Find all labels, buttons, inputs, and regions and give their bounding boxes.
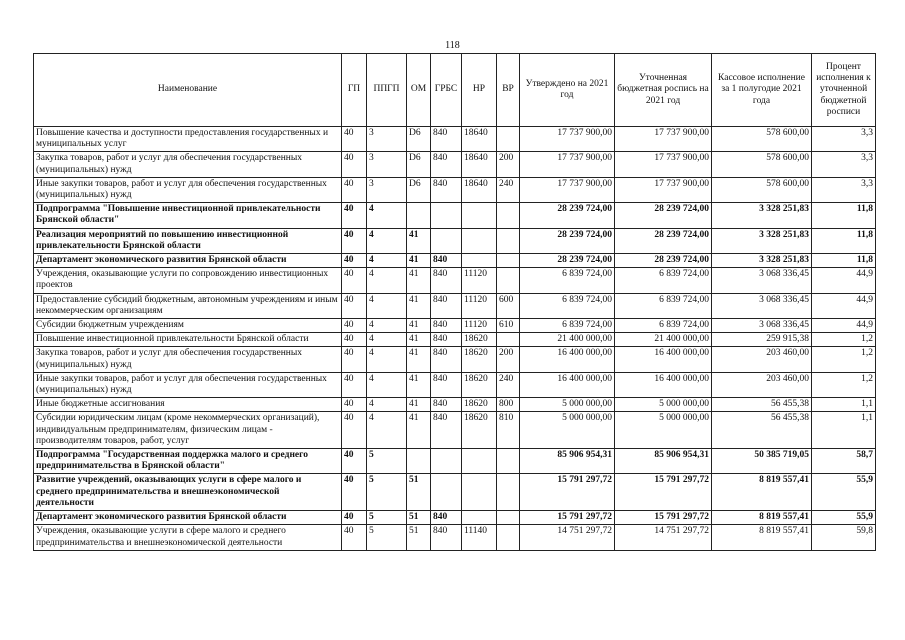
cell-refined: 15 791 297,72 xyxy=(615,474,712,511)
cell-cash: 203 460,00 xyxy=(712,372,812,397)
cell-percent: 3,3 xyxy=(812,177,876,202)
cell-om: 41 xyxy=(407,347,431,372)
header-name: Наименование xyxy=(34,54,342,127)
cell-percent: 11,8 xyxy=(812,254,876,268)
cell-grbs: 840 xyxy=(431,347,462,372)
table-row xyxy=(34,347,876,372)
cell-approved: 15 791 297,72 xyxy=(520,474,615,511)
table-body xyxy=(34,127,876,551)
cell-refined: 6 839 724,00 xyxy=(615,319,712,333)
cell-vr: 810 xyxy=(497,412,520,449)
cell-vr xyxy=(497,474,520,511)
cell-ppgp: 4 xyxy=(367,347,407,372)
cell-ppgp: 3 xyxy=(367,127,407,152)
cell-name: Подпрограмма "Государственная поддержка малого и среднего предпринимательства в Брянской области" xyxy=(34,449,342,474)
header-percent: Процент исполнения к уточненной бюджетной росписи xyxy=(812,54,876,127)
cell-percent: 44,9 xyxy=(812,293,876,318)
table-row xyxy=(34,254,876,268)
cell-percent: 11,8 xyxy=(812,228,876,253)
cell-percent: 44,9 xyxy=(812,268,876,293)
cell-grbs: 840 xyxy=(431,412,462,449)
cell-approved: 6 839 724,00 xyxy=(520,293,615,318)
cell-percent: 44,9 xyxy=(812,319,876,333)
cell-refined: 15 791 297,72 xyxy=(615,511,712,525)
table-row xyxy=(34,127,876,152)
cell-vr xyxy=(497,228,520,253)
cell-approved: 16 400 000,00 xyxy=(520,372,615,397)
cell-refined: 17 737 900,00 xyxy=(615,152,712,177)
cell-percent: 55,9 xyxy=(812,511,876,525)
table-row xyxy=(34,268,876,293)
cell-grbs: 840 xyxy=(431,254,462,268)
cell-gp: 40 xyxy=(342,412,367,449)
cell-np: 18620 xyxy=(462,398,497,412)
cell-om xyxy=(407,203,431,228)
cell-gp: 40 xyxy=(342,474,367,511)
header-cash: Кассовое исполнение за 1 полугодие 2021 года xyxy=(712,54,812,127)
cell-gp: 40 xyxy=(342,127,367,152)
cell-vr xyxy=(497,449,520,474)
cell-refined: 28 239 724,00 xyxy=(615,254,712,268)
cell-vr: 200 xyxy=(497,347,520,372)
cell-percent: 59,8 xyxy=(812,525,876,550)
cell-gp: 40 xyxy=(342,333,367,347)
table-row xyxy=(34,398,876,412)
cell-ppgp: 4 xyxy=(367,293,407,318)
cell-ppgp: 5 xyxy=(367,474,407,511)
header-ppgp: ППГП xyxy=(367,54,407,127)
cell-gp: 40 xyxy=(342,203,367,228)
cell-approved: 17 737 900,00 xyxy=(520,152,615,177)
cell-name: Субсидии бюджетным учреждениям xyxy=(34,319,342,333)
cell-approved: 6 839 724,00 xyxy=(520,268,615,293)
cell-np xyxy=(462,511,497,525)
cell-ppgp: 4 xyxy=(367,319,407,333)
cell-approved: 16 400 000,00 xyxy=(520,347,615,372)
cell-gp: 40 xyxy=(342,228,367,253)
cell-cash: 56 455,38 xyxy=(712,398,812,412)
cell-percent: 58,7 xyxy=(812,449,876,474)
cell-om: 41 xyxy=(407,333,431,347)
cell-name: Субсидии юридическим лицам (кроме некоммерческих организаций), индивидуальным предпринимателям, физическим лицам - производителям товаров, работ, услуг xyxy=(34,412,342,449)
cell-gp: 40 xyxy=(342,177,367,202)
cell-om: 41 xyxy=(407,412,431,449)
cell-cash: 8 819 557,41 xyxy=(712,511,812,525)
cell-cash: 3 328 251,83 xyxy=(712,254,812,268)
table-row xyxy=(34,474,876,511)
cell-np: 18640 xyxy=(462,127,497,152)
cell-grbs: 840 xyxy=(431,152,462,177)
cell-ppgp: 4 xyxy=(367,372,407,397)
cell-vr: 240 xyxy=(497,177,520,202)
cell-cash: 8 819 557,41 xyxy=(712,474,812,511)
page-number: 118 xyxy=(445,40,460,51)
cell-gp: 40 xyxy=(342,319,367,333)
cell-cash: 8 819 557,41 xyxy=(712,525,812,550)
cell-om: 41 xyxy=(407,293,431,318)
cell-ppgp: 4 xyxy=(367,228,407,253)
table-row xyxy=(34,177,876,202)
cell-name: Повышение качества и доступности предоставления государственных и муниципальных услуг xyxy=(34,127,342,152)
cell-refined: 85 906 954,31 xyxy=(615,449,712,474)
cell-gp: 40 xyxy=(342,293,367,318)
cell-vr xyxy=(497,203,520,228)
cell-grbs: 840 xyxy=(431,268,462,293)
cell-gp: 40 xyxy=(342,268,367,293)
cell-grbs: 840 xyxy=(431,177,462,202)
cell-refined: 17 737 900,00 xyxy=(615,177,712,202)
cell-percent: 1,2 xyxy=(812,333,876,347)
cell-grbs xyxy=(431,449,462,474)
cell-vr: 610 xyxy=(497,319,520,333)
cell-approved: 17 737 900,00 xyxy=(520,177,615,202)
cell-vr: 800 xyxy=(497,398,520,412)
table-header xyxy=(34,54,876,127)
cell-grbs: 840 xyxy=(431,319,462,333)
cell-name: Предоставление субсидий бюджетным, автономным учреждениям и иным некоммерческим организациям xyxy=(34,293,342,318)
cell-om: D6 xyxy=(407,177,431,202)
cell-percent: 1,2 xyxy=(812,347,876,372)
cell-gp: 40 xyxy=(342,511,367,525)
cell-cash: 56 455,38 xyxy=(712,412,812,449)
cell-om: 41 xyxy=(407,268,431,293)
cell-name: Реализация мероприятий по повышению инвестиционной привлекательности Брянской области xyxy=(34,228,342,253)
cell-np xyxy=(462,228,497,253)
cell-cash: 578 600,00 xyxy=(712,127,812,152)
cell-percent: 1,2 xyxy=(812,372,876,397)
table-row xyxy=(34,333,876,347)
cell-refined: 6 839 724,00 xyxy=(615,293,712,318)
cell-gp: 40 xyxy=(342,398,367,412)
cell-refined: 21 400 000,00 xyxy=(615,333,712,347)
header-refined: Уточненная бюджетная роспись на 2021 год xyxy=(615,54,712,127)
cell-cash: 3 068 336,45 xyxy=(712,319,812,333)
cell-approved: 21 400 000,00 xyxy=(520,333,615,347)
cell-om: 41 xyxy=(407,319,431,333)
cell-np xyxy=(462,449,497,474)
table-row xyxy=(34,449,876,474)
cell-om: 41 xyxy=(407,228,431,253)
cell-refined: 5 000 000,00 xyxy=(615,412,712,449)
cell-approved: 28 239 724,00 xyxy=(520,254,615,268)
cell-name: Департамент экономического развития Брянской области xyxy=(34,511,342,525)
cell-name: Развитие учреждений, оказывающих услуги в сфере малого и среднего предпринимательства и внешнеэкономической деятельности xyxy=(34,474,342,511)
cell-cash: 50 385 719,05 xyxy=(712,449,812,474)
cell-grbs: 840 xyxy=(431,511,462,525)
cell-grbs: 840 xyxy=(431,372,462,397)
cell-ppgp: 4 xyxy=(367,398,407,412)
cell-name: Иные бюджетные ассигнования xyxy=(34,398,342,412)
cell-approved: 15 791 297,72 xyxy=(520,511,615,525)
cell-ppgp: 4 xyxy=(367,412,407,449)
cell-om: 51 xyxy=(407,525,431,550)
cell-np xyxy=(462,203,497,228)
cell-np: 18640 xyxy=(462,177,497,202)
cell-vr xyxy=(497,525,520,550)
cell-vr: 240 xyxy=(497,372,520,397)
cell-np: 11140 xyxy=(462,525,497,550)
cell-cash: 3 068 336,45 xyxy=(712,293,812,318)
cell-percent: 3,3 xyxy=(812,127,876,152)
cell-np xyxy=(462,474,497,511)
cell-refined: 6 839 724,00 xyxy=(615,268,712,293)
cell-name: Закупка товаров, работ и услуг для обеспечения государственных (муниципальных) нужд xyxy=(34,347,342,372)
cell-gp: 40 xyxy=(342,525,367,550)
cell-om xyxy=(407,449,431,474)
table-row xyxy=(34,293,876,318)
cell-percent: 3,3 xyxy=(812,152,876,177)
cell-ppgp: 3 xyxy=(367,152,407,177)
budget-table xyxy=(33,53,876,551)
cell-percent: 1,1 xyxy=(812,398,876,412)
cell-gp: 40 xyxy=(342,152,367,177)
table-row xyxy=(34,511,876,525)
cell-ppgp: 4 xyxy=(367,268,407,293)
cell-np: 18620 xyxy=(462,333,497,347)
cell-approved: 17 737 900,00 xyxy=(520,127,615,152)
table-row xyxy=(34,152,876,177)
cell-name: Повышение инвестиционной привлекательности Брянской области xyxy=(34,333,342,347)
cell-np: 18620 xyxy=(462,347,497,372)
table-row xyxy=(34,372,876,397)
cell-name: Иные закупки товаров, работ и услуг для обеспечения государственных (муниципальных) нужд xyxy=(34,177,342,202)
cell-grbs: 840 xyxy=(431,333,462,347)
header-om: ОМ xyxy=(407,54,431,127)
cell-grbs xyxy=(431,474,462,511)
cell-grbs: 840 xyxy=(431,525,462,550)
cell-ppgp: 4 xyxy=(367,333,407,347)
cell-vr xyxy=(497,254,520,268)
cell-grbs xyxy=(431,228,462,253)
cell-approved: 28 239 724,00 xyxy=(520,228,615,253)
table-row xyxy=(34,319,876,333)
cell-om: 41 xyxy=(407,372,431,397)
cell-gp: 40 xyxy=(342,372,367,397)
cell-refined: 16 400 000,00 xyxy=(615,347,712,372)
table-row xyxy=(34,412,876,449)
cell-vr xyxy=(497,511,520,525)
cell-np: 11120 xyxy=(462,319,497,333)
cell-approved: 6 839 724,00 xyxy=(520,319,615,333)
cell-ppgp: 4 xyxy=(367,254,407,268)
cell-name: Иные закупки товаров, работ и услуг для обеспечения государственных (муниципальных) нужд xyxy=(34,372,342,397)
cell-gp: 40 xyxy=(342,347,367,372)
cell-ppgp: 3 xyxy=(367,177,407,202)
cell-name: Департамент экономического развития Брянской области xyxy=(34,254,342,268)
cell-gp: 40 xyxy=(342,254,367,268)
cell-name: Учреждения, оказывающие услуги в сфере малого и среднего предпринимательства и внешнеэкономической деятельности xyxy=(34,525,342,550)
cell-approved: 85 906 954,31 xyxy=(520,449,615,474)
cell-approved: 5 000 000,00 xyxy=(520,412,615,449)
header-gp: ГП xyxy=(342,54,367,127)
cell-cash: 3 068 336,45 xyxy=(712,268,812,293)
cell-ppgp: 5 xyxy=(367,449,407,474)
cell-vr xyxy=(497,333,520,347)
cell-gp: 40 xyxy=(342,449,367,474)
cell-cash: 578 600,00 xyxy=(712,152,812,177)
header-vr: ВР xyxy=(497,54,520,127)
cell-percent: 1,1 xyxy=(812,412,876,449)
cell-ppgp: 5 xyxy=(367,511,407,525)
cell-np: 11120 xyxy=(462,293,497,318)
cell-refined: 28 239 724,00 xyxy=(615,203,712,228)
cell-om: D6 xyxy=(407,152,431,177)
cell-vr: 600 xyxy=(497,293,520,318)
header-approved: Утверждено на 2021 год xyxy=(520,54,615,127)
header-grbs: ГРБС xyxy=(431,54,462,127)
cell-om: 41 xyxy=(407,254,431,268)
cell-percent: 11,8 xyxy=(812,203,876,228)
cell-om: 51 xyxy=(407,474,431,511)
cell-np xyxy=(462,254,497,268)
cell-ppgp: 5 xyxy=(367,525,407,550)
cell-refined: 28 239 724,00 xyxy=(615,228,712,253)
cell-refined: 17 737 900,00 xyxy=(615,127,712,152)
cell-om: D6 xyxy=(407,127,431,152)
cell-vr xyxy=(497,268,520,293)
cell-grbs: 840 xyxy=(431,293,462,318)
cell-refined: 5 000 000,00 xyxy=(615,398,712,412)
cell-grbs: 840 xyxy=(431,127,462,152)
cell-np: 11120 xyxy=(462,268,497,293)
cell-cash: 259 915,38 xyxy=(712,333,812,347)
table-row xyxy=(34,203,876,228)
cell-np: 18640 xyxy=(462,152,497,177)
cell-name: Подпрограмма "Повышение инвестиционной привлекательности Брянской области" xyxy=(34,203,342,228)
cell-refined: 14 751 297,72 xyxy=(615,525,712,550)
cell-grbs: 840 xyxy=(431,398,462,412)
cell-om: 51 xyxy=(407,511,431,525)
cell-name: Закупка товаров, работ и услуг для обеспечения государственных (муниципальных) нужд xyxy=(34,152,342,177)
cell-cash: 3 328 251,83 xyxy=(712,203,812,228)
table-row xyxy=(34,525,876,550)
header-np: НР xyxy=(462,54,497,127)
cell-cash: 3 328 251,83 xyxy=(712,228,812,253)
cell-np: 18620 xyxy=(462,372,497,397)
cell-refined: 16 400 000,00 xyxy=(615,372,712,397)
cell-ppgp: 4 xyxy=(367,203,407,228)
cell-approved: 28 239 724,00 xyxy=(520,203,615,228)
cell-approved: 5 000 000,00 xyxy=(520,398,615,412)
cell-cash: 203 460,00 xyxy=(712,347,812,372)
cell-approved: 14 751 297,72 xyxy=(520,525,615,550)
cell-percent: 55,9 xyxy=(812,474,876,511)
cell-name: Учреждения, оказывающие услуги по сопровождению инвестиционных проектов xyxy=(34,268,342,293)
cell-np: 18620 xyxy=(462,412,497,449)
cell-om: 41 xyxy=(407,398,431,412)
cell-cash: 578 600,00 xyxy=(712,177,812,202)
cell-grbs xyxy=(431,203,462,228)
cell-vr: 200 xyxy=(497,152,520,177)
cell-vr xyxy=(497,127,520,152)
table-row xyxy=(34,228,876,253)
